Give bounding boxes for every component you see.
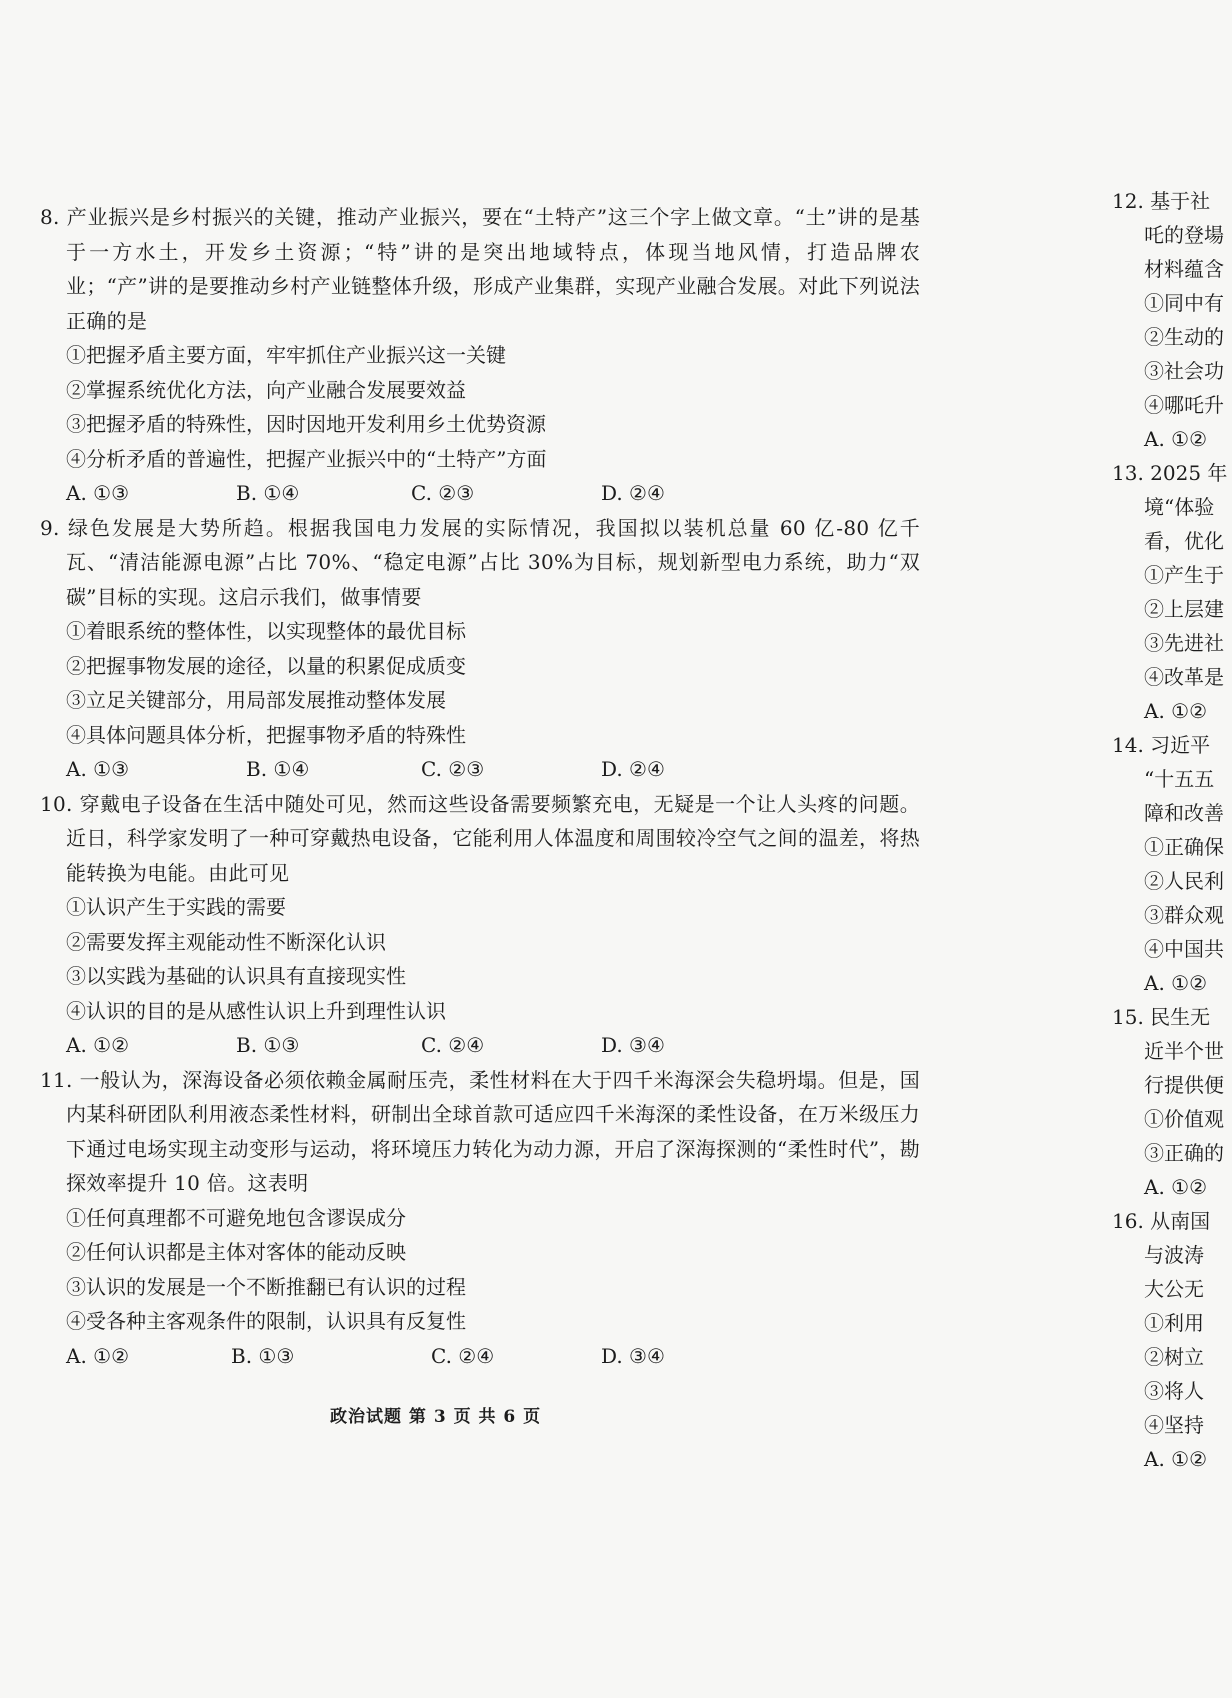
right-page-fragment: 吒的登場: [1144, 223, 1224, 247]
answer-choice: C. ②④: [431, 1343, 495, 1368]
right-page-fragment: 境“体验: [1144, 495, 1215, 519]
right-page-fragment: 16. 从南国: [1112, 1209, 1211, 1233]
answer-choice: C. ②③: [421, 757, 485, 781]
right-page-fragment: ④改革是: [1144, 665, 1224, 689]
right-page-fragment: A. ①②: [1144, 1447, 1208, 1471]
statement-option: ④具体问题具体分析，把握事物矛盾的特殊性: [66, 722, 466, 747]
statement-option: ②任何认识都是主体对客体的能动反映: [66, 1240, 406, 1264]
statement-option: ④受各种主客观条件的限制，认识具有反复性: [66, 1309, 466, 1333]
right-page-fragment: ③群众观: [1144, 903, 1224, 927]
right-page-fragment: ②人民利: [1144, 869, 1224, 893]
right-page-fragment: ②生动的: [1144, 325, 1224, 349]
question-stem: 9. 绿色发展是大势所趋。根据我国电力发展的实际情况，我国拟以装机总量 60 亿-80 亿千瓦、“清洁能源电源”占比 70%、“稳定电源”占比 30%为目标，规划新型电力系统，助力“双碳”目标的实现。这启示我们，做事情要: [40, 515, 920, 609]
right-page-fragment: ③社会功: [1144, 359, 1224, 383]
statement-option: ①任何真理都不可避免地包含谬误成分: [66, 1205, 406, 1230]
right-page-fragment: 13. 2025 年: [1112, 461, 1228, 485]
statement-option: ①认识产生于实践的需要: [66, 895, 286, 919]
right-page-fragment: 障和改善: [1144, 801, 1224, 825]
answer-choice: D. ②④: [601, 757, 665, 781]
right-page-fragment: ①价值观: [1144, 1107, 1224, 1131]
statement-option: ①把握矛盾主要方面，牢牢抓住产业振兴这一关键: [66, 343, 506, 367]
answer-choice: B. ①④: [236, 481, 300, 505]
right-page-fragment: A. ①②: [1144, 427, 1208, 451]
statement-option: ②把握事物发展的途径，以量的积累促成质变: [66, 653, 466, 678]
right-page-fragment: 与波涛: [1144, 1243, 1204, 1267]
answer-choice: C. ②④: [421, 1033, 485, 1057]
right-page-fragment: ④坚持: [1144, 1413, 1204, 1437]
right-page-fragment: 行提供便: [1144, 1073, 1224, 1097]
statement-option: ②掌握系统优化方法，向产业融合发展要效益: [66, 377, 466, 402]
right-page-fragment: ③将人: [1144, 1379, 1204, 1403]
answer-choice: C. ②③: [411, 481, 475, 505]
question-11: [40, 1063, 920, 1374]
right-page-fragment: A. ①②: [1144, 1175, 1208, 1199]
answer-choices: [40, 752, 920, 787]
right-page-fragment: 大公无: [1144, 1277, 1204, 1301]
right-page-fragment: ①正确保: [1144, 835, 1224, 859]
statement-option: ①着眼系统的整体性，以实现整体的最优目标: [66, 619, 466, 643]
right-page-fragment: ④哪吒升: [1144, 393, 1224, 417]
question-stem: 11. 一般认为，深海设备必须依赖金属耐压壳，柔性材料在大于四千米海深会失稳坍塌。但是，国内某科研团队利用液态柔性材料，研制出全球首款可适应四千米海深的柔性设备，在万米级压力下通过电场实现主动变形与运动，将环境压力转化为动力源，开启了深海探测的“柔性时代”，勘探效率提升 10 倍。这表明: [40, 1067, 920, 1195]
answer-choices: [40, 1339, 920, 1374]
question-10: [40, 787, 920, 1063]
right-page-fragment: 近半个世: [1144, 1039, 1224, 1063]
right-page-fragment: 12. 基于社: [1112, 189, 1211, 213]
answer-choice: B. ①③: [236, 1033, 300, 1057]
question-8: [40, 200, 920, 511]
answer-choice: A. ①③: [66, 757, 130, 781]
answer-choice: D. ③④: [601, 1343, 665, 1368]
left-page-column: [40, 200, 920, 1373]
right-page-fragment: ③先进社: [1144, 631, 1224, 655]
question-stem: 10. 穿戴电子设备在生活中随处可见，然而这些设备需要频繁充电，无疑是一个让人头疼的问题。近日，科学家发明了一种可穿戴热电设备，它能利用人体温度和周围较冷空气之间的温差，将热能转换为电能。由此可见: [40, 791, 920, 885]
answer-choice: A. ①②: [66, 1343, 130, 1368]
question-stem: 8. 产业振兴是乡村振兴的关键，推动产业振兴，要在“土特产”这三个字上做文章。“土”讲的是基于一方水土，开发乡土资源；“特”讲的是突出地域特点，体现当地风情，打造品牌农业；“产”讲的是要推动乡村产业链整体升级，形成产业集群，实现产业融合发展。对此下列说法正确的是: [40, 205, 920, 333]
statement-option: ③以实践为基础的认识具有直接现实性: [66, 964, 406, 988]
right-page-fragment: ①产生于: [1144, 563, 1224, 587]
statement-option: ③认识的发展是一个不断推翻已有认识的过程: [66, 1274, 466, 1299]
statement-option: ③立足关键部分，用局部发展推动整体发展: [66, 688, 446, 712]
right-page-fragment: “十五五: [1144, 767, 1215, 791]
page-footer: 政治试题 第 3 页 共 6 页: [330, 1407, 542, 1427]
right-page-fragment: 14. 习近平: [1112, 733, 1211, 757]
right-page-fragment: 15. 民生无: [1112, 1005, 1211, 1029]
answer-choices: [40, 1028, 920, 1063]
right-page-fragment: ②树立: [1144, 1345, 1204, 1369]
right-page-fragment: ③正确的: [1144, 1141, 1224, 1165]
answer-choice: A. ①③: [66, 481, 130, 505]
right-page-fragment: A. ①②: [1144, 699, 1208, 723]
statement-option: ④分析矛盾的普遍性，把握产业振兴中的“土特产”方面: [66, 446, 547, 471]
statement-option: ④认识的目的是从感性认识上升到理性认识: [66, 998, 446, 1023]
answer-choice: A. ①②: [66, 1033, 130, 1057]
right-page-fragment: ①利用: [1144, 1311, 1204, 1335]
right-page-cropped-column: [1112, 184, 1232, 1476]
right-page-fragment: ②上层建: [1144, 597, 1224, 621]
right-page-fragment: A. ①②: [1144, 971, 1208, 995]
right-page-fragment: ①同中有: [1144, 291, 1224, 315]
answer-choices: [40, 476, 920, 511]
right-page-fragment: ④中国共: [1144, 937, 1224, 961]
question-9: [40, 511, 920, 787]
answer-choice: B. ①③: [231, 1343, 295, 1368]
right-page-fragment: 看，优化: [1144, 529, 1224, 553]
answer-choice: B. ①④: [246, 757, 310, 781]
answer-choice: D. ②④: [601, 481, 665, 505]
answer-choice: D. ③④: [601, 1033, 665, 1057]
statement-option: ②需要发挥主观能动性不断深化认识: [66, 929, 386, 954]
right-page-fragment: 材料蕴含: [1144, 257, 1224, 281]
statement-option: ③把握矛盾的特殊性，因时因地开发利用乡土优势资源: [66, 412, 546, 436]
